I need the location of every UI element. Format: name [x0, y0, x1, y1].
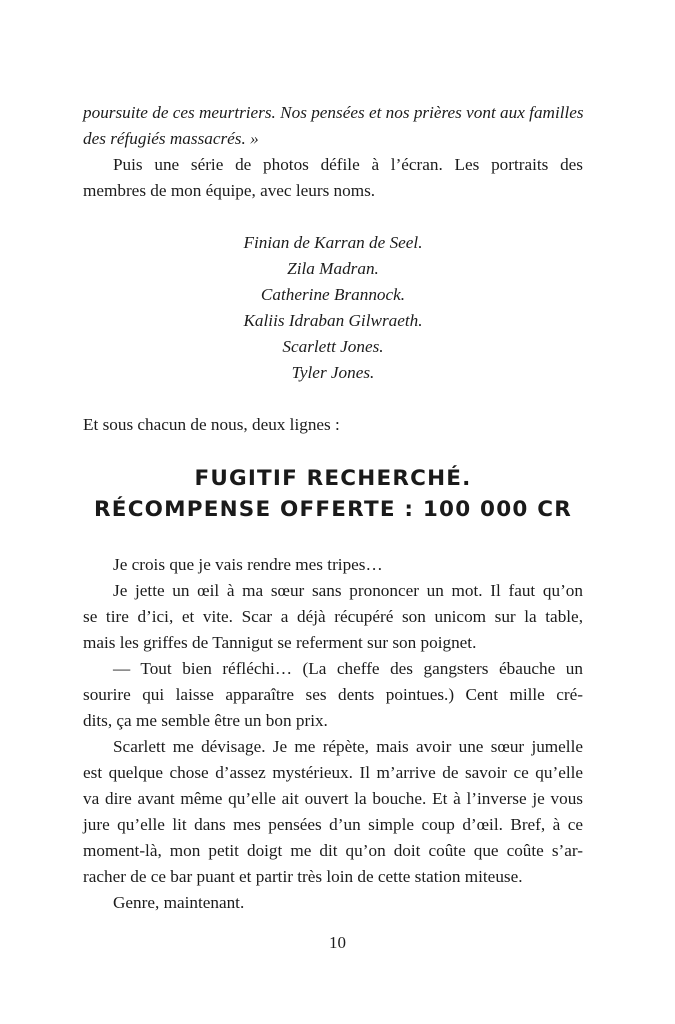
- text-line: Scarlett me dévisage. Je me répète, mais avoir une sœur jumelle: [113, 737, 583, 756]
- wanted-line-1: FUGITIF RECHERCHÉ.: [194, 466, 472, 491]
- page-body: [83, 100, 583, 916]
- wanted-line-2: RÉCOMPENSE OFFERTE : 100 000 CR: [94, 497, 572, 522]
- text-line: poursuite de ces meurtriers. Nos pensées et nos prières vont aux familles: [83, 103, 584, 122]
- paragraph: [83, 578, 583, 656]
- names-list: [83, 230, 583, 386]
- paragraph: [83, 552, 583, 578]
- text-line: Genre, maintenant.: [113, 893, 245, 912]
- text-line: racher de ce bar puant et partir très loin de cette station miteuse.: [83, 867, 523, 886]
- text-line: des réfugiés massacrés. »: [83, 129, 259, 148]
- text-line: va dire avant même qu’elle ait ouvert la bouche. Et à l’inverse je vous: [83, 789, 583, 808]
- text-line: Et sous chacun de nous, deux lignes :: [83, 415, 340, 434]
- paragraph: [83, 152, 583, 204]
- paragraph: [83, 734, 583, 890]
- page-number: 10: [329, 933, 346, 952]
- main-text: [83, 552, 583, 916]
- text-line: est quelque chose d’assez mystérieux. Il m’arrive de savoir ce qu’elle: [83, 763, 583, 782]
- name-item: Tyler Jones.: [291, 363, 375, 382]
- text-line: se tire d’ici, et vite. Scar a déjà récupéré son unicom sur la table,: [83, 607, 583, 626]
- name-item: Finian de Karran de Seel.: [243, 233, 423, 252]
- text-line: moment-là, mon petit doigt me dit qu’on doit coûte que coûte s’ar-: [83, 841, 583, 860]
- name-item: Kaliis Idraban Gilwraeth.: [243, 311, 423, 330]
- text-line: membres de mon équipe, avec leurs noms.: [83, 181, 376, 200]
- name-item: Catherine Brannock.: [260, 285, 406, 304]
- text-line: Je crois que je vais rendre mes tripes…: [113, 555, 383, 574]
- text-line: dits, ça me semble être un bon prix.: [83, 711, 328, 730]
- wanted-notice: [83, 463, 583, 525]
- text-line: Puis une série de photos défile à l’écran. Les portraits des: [113, 155, 583, 174]
- paragraph: [83, 656, 583, 734]
- text-line: jure qu’elle lit dans mes pensées d’un simple coup d’œil. Bref, à ce: [83, 815, 583, 834]
- name-item: Zila Madran.: [287, 259, 379, 278]
- opening-quote: [83, 100, 583, 152]
- text-line: sourire qui laisse apparaître ses dents pointues.) Cent mille cré-: [83, 685, 583, 704]
- intro-line: [83, 412, 583, 438]
- name-item: Scarlett Jones.: [282, 337, 384, 356]
- paragraph: [83, 890, 583, 916]
- text-line: mais les griffes de Tannigut se referment sur son poignet.: [83, 633, 477, 652]
- text-line: Je jette un œil à ma sœur sans prononcer un mot. Il faut qu’on: [113, 581, 583, 600]
- text-line: — Tout bien réfléchi… (La cheffe des gangsters ébauche un: [113, 659, 583, 678]
